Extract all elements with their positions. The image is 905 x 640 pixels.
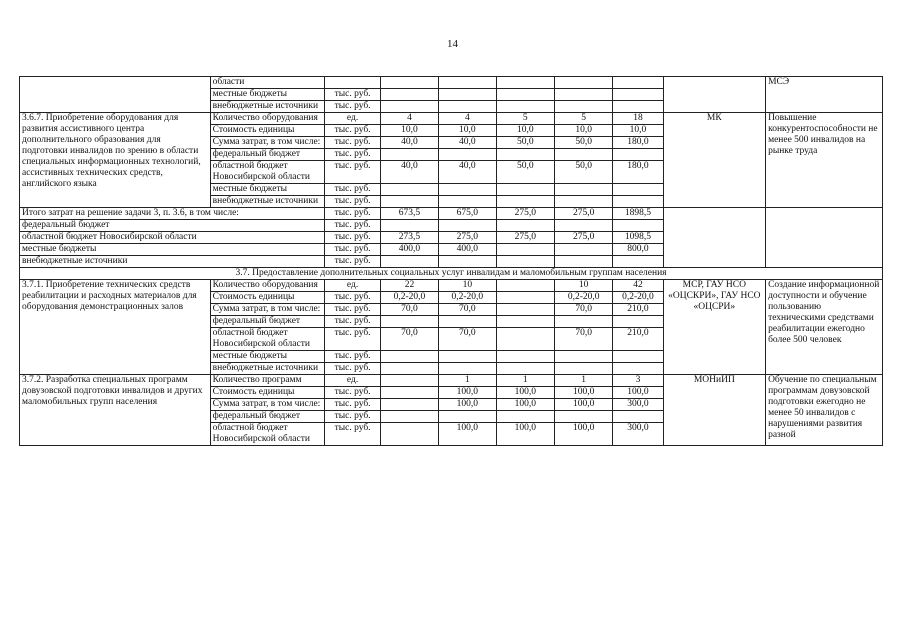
unit-cell: тыс. руб. [325,292,380,304]
value-cell-v1 [380,196,438,208]
unit-cell: тыс. руб. [325,244,380,256]
value-cell-v3: 5 [496,113,554,125]
value-cell-total: 100,0 [613,387,663,399]
value-cell-v2 [439,149,496,161]
value-cell-v3 [496,184,554,196]
value-cell-v1: 673,5 [380,208,438,220]
value-cell-v4: 10,0 [554,125,612,137]
unit-cell: тыс. руб. [325,351,380,363]
value-cell-v1 [380,220,438,232]
value-cell-v2: 4 [439,113,496,125]
value-cell-v3 [496,411,554,423]
indicator-cell: внебюджетные источники [210,363,325,375]
result-cell: Повышение конкурентоспособности не менее 500 инвалидов на рынке труда [766,113,883,208]
measure-name-cell: 3.7.1. Приобретение технических средств реабилитации и расходных материалов для оборудования демонстрационных залов [20,280,211,375]
value-cell-v4: 70,0 [554,304,612,316]
section-title: 3.7. Предоставление дополнительных социальных услуг инвалидам и маломобильным группам населения [20,268,883,280]
value-cell-v1: 4 [380,113,438,125]
value-cell-v1 [380,411,438,423]
page-number: 14 [447,38,458,50]
value-cell-v4: 100,0 [554,423,612,446]
value-cell-v2: 100,0 [439,399,496,411]
value-cell-v4 [554,256,612,268]
unit-cell: тыс. руб. [325,328,380,351]
value-cell-v3: 1 [496,375,554,387]
value-cell-v2 [439,196,496,208]
totals-label-cell: внебюджетные источники [20,256,325,268]
executor-cell [663,77,765,113]
value-cell-total [613,149,663,161]
value-cell-v2 [439,256,496,268]
unit-cell: тыс. руб. [325,208,380,220]
indicator-cell: местные бюджеты [210,89,325,101]
value-cell-v1: 273,5 [380,232,438,244]
value-cell-total: 42 [613,280,663,292]
indicator-cell: Стоимость единицы [210,125,325,137]
unit-cell: тыс. руб. [325,387,380,399]
value-cell-total [613,351,663,363]
value-cell-v1 [380,375,438,387]
value-cell-v3: 50,0 [496,161,554,184]
value-cell-v4: 10 [554,280,612,292]
result-cell: Создание информационной доступности и обучение пользованию техническими средствами реабилитации ежегодно более 500 человек [766,280,883,375]
indicator-cell: областной бюджет Новосибирской области [210,328,325,351]
value-cell-v1: 40,0 [380,137,438,149]
value-cell-v3 [496,149,554,161]
totals-row [20,208,883,220]
unit-cell: тыс. руб. [325,363,380,375]
value-cell-v3: 50,0 [496,137,554,149]
item-3-7-1 [20,280,883,375]
result-cell: МСЭ [766,77,883,113]
value-cell-total: 180,0 [613,161,663,184]
value-cell-v4: 50,0 [554,137,612,149]
value-cell-v4 [554,184,612,196]
value-cell-v1 [380,351,438,363]
unit-cell: тыс. руб. [325,137,380,149]
executor-cell [663,208,765,268]
indicator-cell: областной бюджет Новосибирской области [210,423,325,446]
indicator-cell: областной бюджет Новосибирской области [210,161,325,184]
value-cell-v1 [380,387,438,399]
value-cell-v3 [496,196,554,208]
value-cell-v1 [380,316,438,328]
value-cell-v1 [380,399,438,411]
value-cell-v1: 70,0 [380,328,438,351]
value-cell-v4 [554,196,612,208]
value-cell-total [613,316,663,328]
result-cell: Обучение по специальным программам довузовской подготовки ежегодно не менее 50 инвалидов с нарушениями развития разной [766,375,883,446]
value-cell-v2 [439,351,496,363]
item-3-7-2 [20,375,883,446]
value-cell-v2: 10 [439,280,496,292]
value-cell-v1: 22 [380,280,438,292]
value-cell-total: 1898,5 [613,208,663,220]
value-cell-v3: 10,0 [496,125,554,137]
indicator-cell: Количество оборудования [210,113,325,125]
unit-cell: тыс. руб. [325,161,380,184]
value-cell-total [613,363,663,375]
value-cell-v1: 0,2-20,0 [380,292,438,304]
value-cell-v4: 50,0 [554,161,612,184]
value-cell-total: 10,0 [613,125,663,137]
totals-label-cell: Итого затрат на решение задачи 3, п. 3.6, в том числе: [20,208,325,220]
unit-cell: тыс. руб. [325,232,380,244]
value-cell-v2: 100,0 [439,423,496,446]
value-cell-v1: 10,0 [380,125,438,137]
value-cell-total [613,196,663,208]
value-cell-total: 18 [613,113,663,125]
value-cell-v3: 100,0 [496,399,554,411]
value-cell-v4: 100,0 [554,387,612,399]
value-cell-v1: 400,0 [380,244,438,256]
value-cell-v3: 275,0 [496,232,554,244]
totals-3-6 [20,208,883,268]
value-cell-v2 [439,363,496,375]
indicator-cell: федеральный бюджет [210,411,325,423]
value-cell-total: 3 [613,375,663,387]
name-cell [20,77,211,113]
value-cell-total: 1098,5 [613,232,663,244]
value-cell-v2 [439,220,496,232]
value-cell-v2: 675,0 [439,208,496,220]
table-row [20,280,883,292]
indicator-cell: области [210,77,325,89]
value-cell-v1 [380,256,438,268]
value-cell-total [613,184,663,196]
value-cell-v2: 40,0 [439,161,496,184]
value-cell-v3 [496,363,554,375]
value-cell-v4: 275,0 [554,208,612,220]
unit-cell: тыс. руб. [325,316,380,328]
value-cell-v1: 70,0 [380,304,438,316]
unit-cell: тыс. руб. [325,196,380,208]
value-cell-v2: 1 [439,375,496,387]
value-cell-v3 [496,244,554,256]
value-cell-v4 [554,363,612,375]
value-cell-v2: 70,0 [439,304,496,316]
value-cell-total [613,411,663,423]
value-cell-v1 [380,363,438,375]
value-cell-v3 [496,280,554,292]
measure-name-cell: 3.6.7. Приобретение оборудования для развития ассистивного центра дополнительного образования для подготовки инвалидов по зрению в области специальных информационных технологий, ассистивных технических средств, английского языка [20,113,211,208]
value-cell-v3 [496,220,554,232]
value-cell-v1: 40,0 [380,161,438,184]
section-3-7 [20,268,883,280]
value-cell-v3: 100,0 [496,387,554,399]
value-cell-v4: 5 [554,113,612,125]
indicator-cell: местные бюджеты [210,351,325,363]
value-cell-v3 [496,256,554,268]
value-cell-total: 180,0 [613,137,663,149]
value-cell-total [613,256,663,268]
program-table [19,76,883,446]
totals-label-cell: областной бюджет Новосибирской области [20,232,325,244]
unit-cell: тыс. руб. [325,399,380,411]
value-cell-v4: 0,2-20,0 [554,292,612,304]
value-cell-v1 [380,423,438,446]
value-cell-v4 [554,316,612,328]
indicator-cell: внебюджетные источники [210,101,325,113]
totals-label-cell: местные бюджеты [20,244,325,256]
executor-cell: МСР, ГАУ НСО «ОЦСКРИ», ГАУ НСО «ОЦСРИ» [663,280,765,375]
unit-cell: тыс. руб. [325,304,380,316]
unit-cell: тыс. руб. [325,220,380,232]
value-cell-v3: 275,0 [496,208,554,220]
table-row [20,375,883,387]
value-cell-v4 [554,149,612,161]
value-cell-v3 [496,328,554,351]
value-cell-v2: 40,0 [439,137,496,149]
indicator-cell: местные бюджеты [210,184,325,196]
table-row [20,77,883,89]
value-cell-total: 300,0 [613,423,663,446]
unit-cell: тыс. руб. [325,125,380,137]
value-cell-v3 [496,292,554,304]
unit-cell: ед. [325,375,380,387]
value-cell-total: 0,2-20,0 [613,292,663,304]
unit-cell: тыс. руб. [325,89,380,101]
executor-cell: МК [663,113,765,208]
value-cell-v2 [439,411,496,423]
unit-cell: тыс. руб. [325,184,380,196]
value-cell-v3 [496,304,554,316]
result-cell [766,208,883,268]
indicator-cell: Сумма затрат, в том числе: [210,304,325,316]
value-cell-v1 [380,149,438,161]
table-body [20,77,883,113]
indicator-cell: федеральный бюджет [210,149,325,161]
unit-cell: тыс. руб. [325,256,380,268]
totals-label-cell: федеральный бюджет [20,220,325,232]
executor-cell: МОНиИП [663,375,765,446]
value-cell-v4: 70,0 [554,328,612,351]
unit-cell: ед. [325,280,380,292]
value-cell-v4: 100,0 [554,399,612,411]
value-cell-v4 [554,411,612,423]
value-cell-v2 [439,184,496,196]
value-cell-v3 [496,351,554,363]
value-cell-total [613,220,663,232]
indicator-cell: внебюджетные источники [210,196,325,208]
value-cell-v4 [554,244,612,256]
value-cell-v3: 100,0 [496,423,554,446]
value-cell-total: 210,0 [613,304,663,316]
value-cell-v4 [554,220,612,232]
indicator-cell: Сумма затрат, в том числе: [210,399,325,411]
value-cell-v2: 10,0 [439,125,496,137]
indicator-cell: федеральный бюджет [210,316,325,328]
value-cell-total: 300,0 [613,399,663,411]
value-cell-v1 [380,184,438,196]
unit-cell: ед. [325,113,380,125]
value-cell-v4: 275,0 [554,232,612,244]
value-cell-total: 210,0 [613,328,663,351]
value-cell-v2: 70,0 [439,328,496,351]
indicator-cell: Количество программ [210,375,325,387]
value-cell-v2: 400,0 [439,244,496,256]
unit-cell: тыс. руб. [325,423,380,446]
unit-cell: тыс. руб. [325,411,380,423]
value-cell-v2: 100,0 [439,387,496,399]
value-cell-v4: 1 [554,375,612,387]
value-cell-v2: 0,2-20,0 [439,292,496,304]
value-cell-v2: 275,0 [439,232,496,244]
unit-cell: тыс. руб. [325,149,380,161]
indicator-cell: Сумма затрат, в том числе: [210,137,325,149]
value-cell-v3 [496,316,554,328]
indicator-cell: Количество оборудования [210,280,325,292]
indicator-cell: Стоимость единицы [210,292,325,304]
item-3-6-7 [20,113,883,208]
unit-cell [325,77,380,89]
value-cell-v4 [554,351,612,363]
indicator-cell: Стоимость единицы [210,387,325,399]
section-row [20,268,883,280]
table-row [20,113,883,125]
value-cell-v2 [439,316,496,328]
unit-cell: тыс. руб. [325,101,380,113]
value-cell-total: 800,0 [613,244,663,256]
measure-name-cell: 3.7.2. Разработка специальных программ довузовской подготовки инвалидов и других маломобильных групп населения [20,375,211,446]
